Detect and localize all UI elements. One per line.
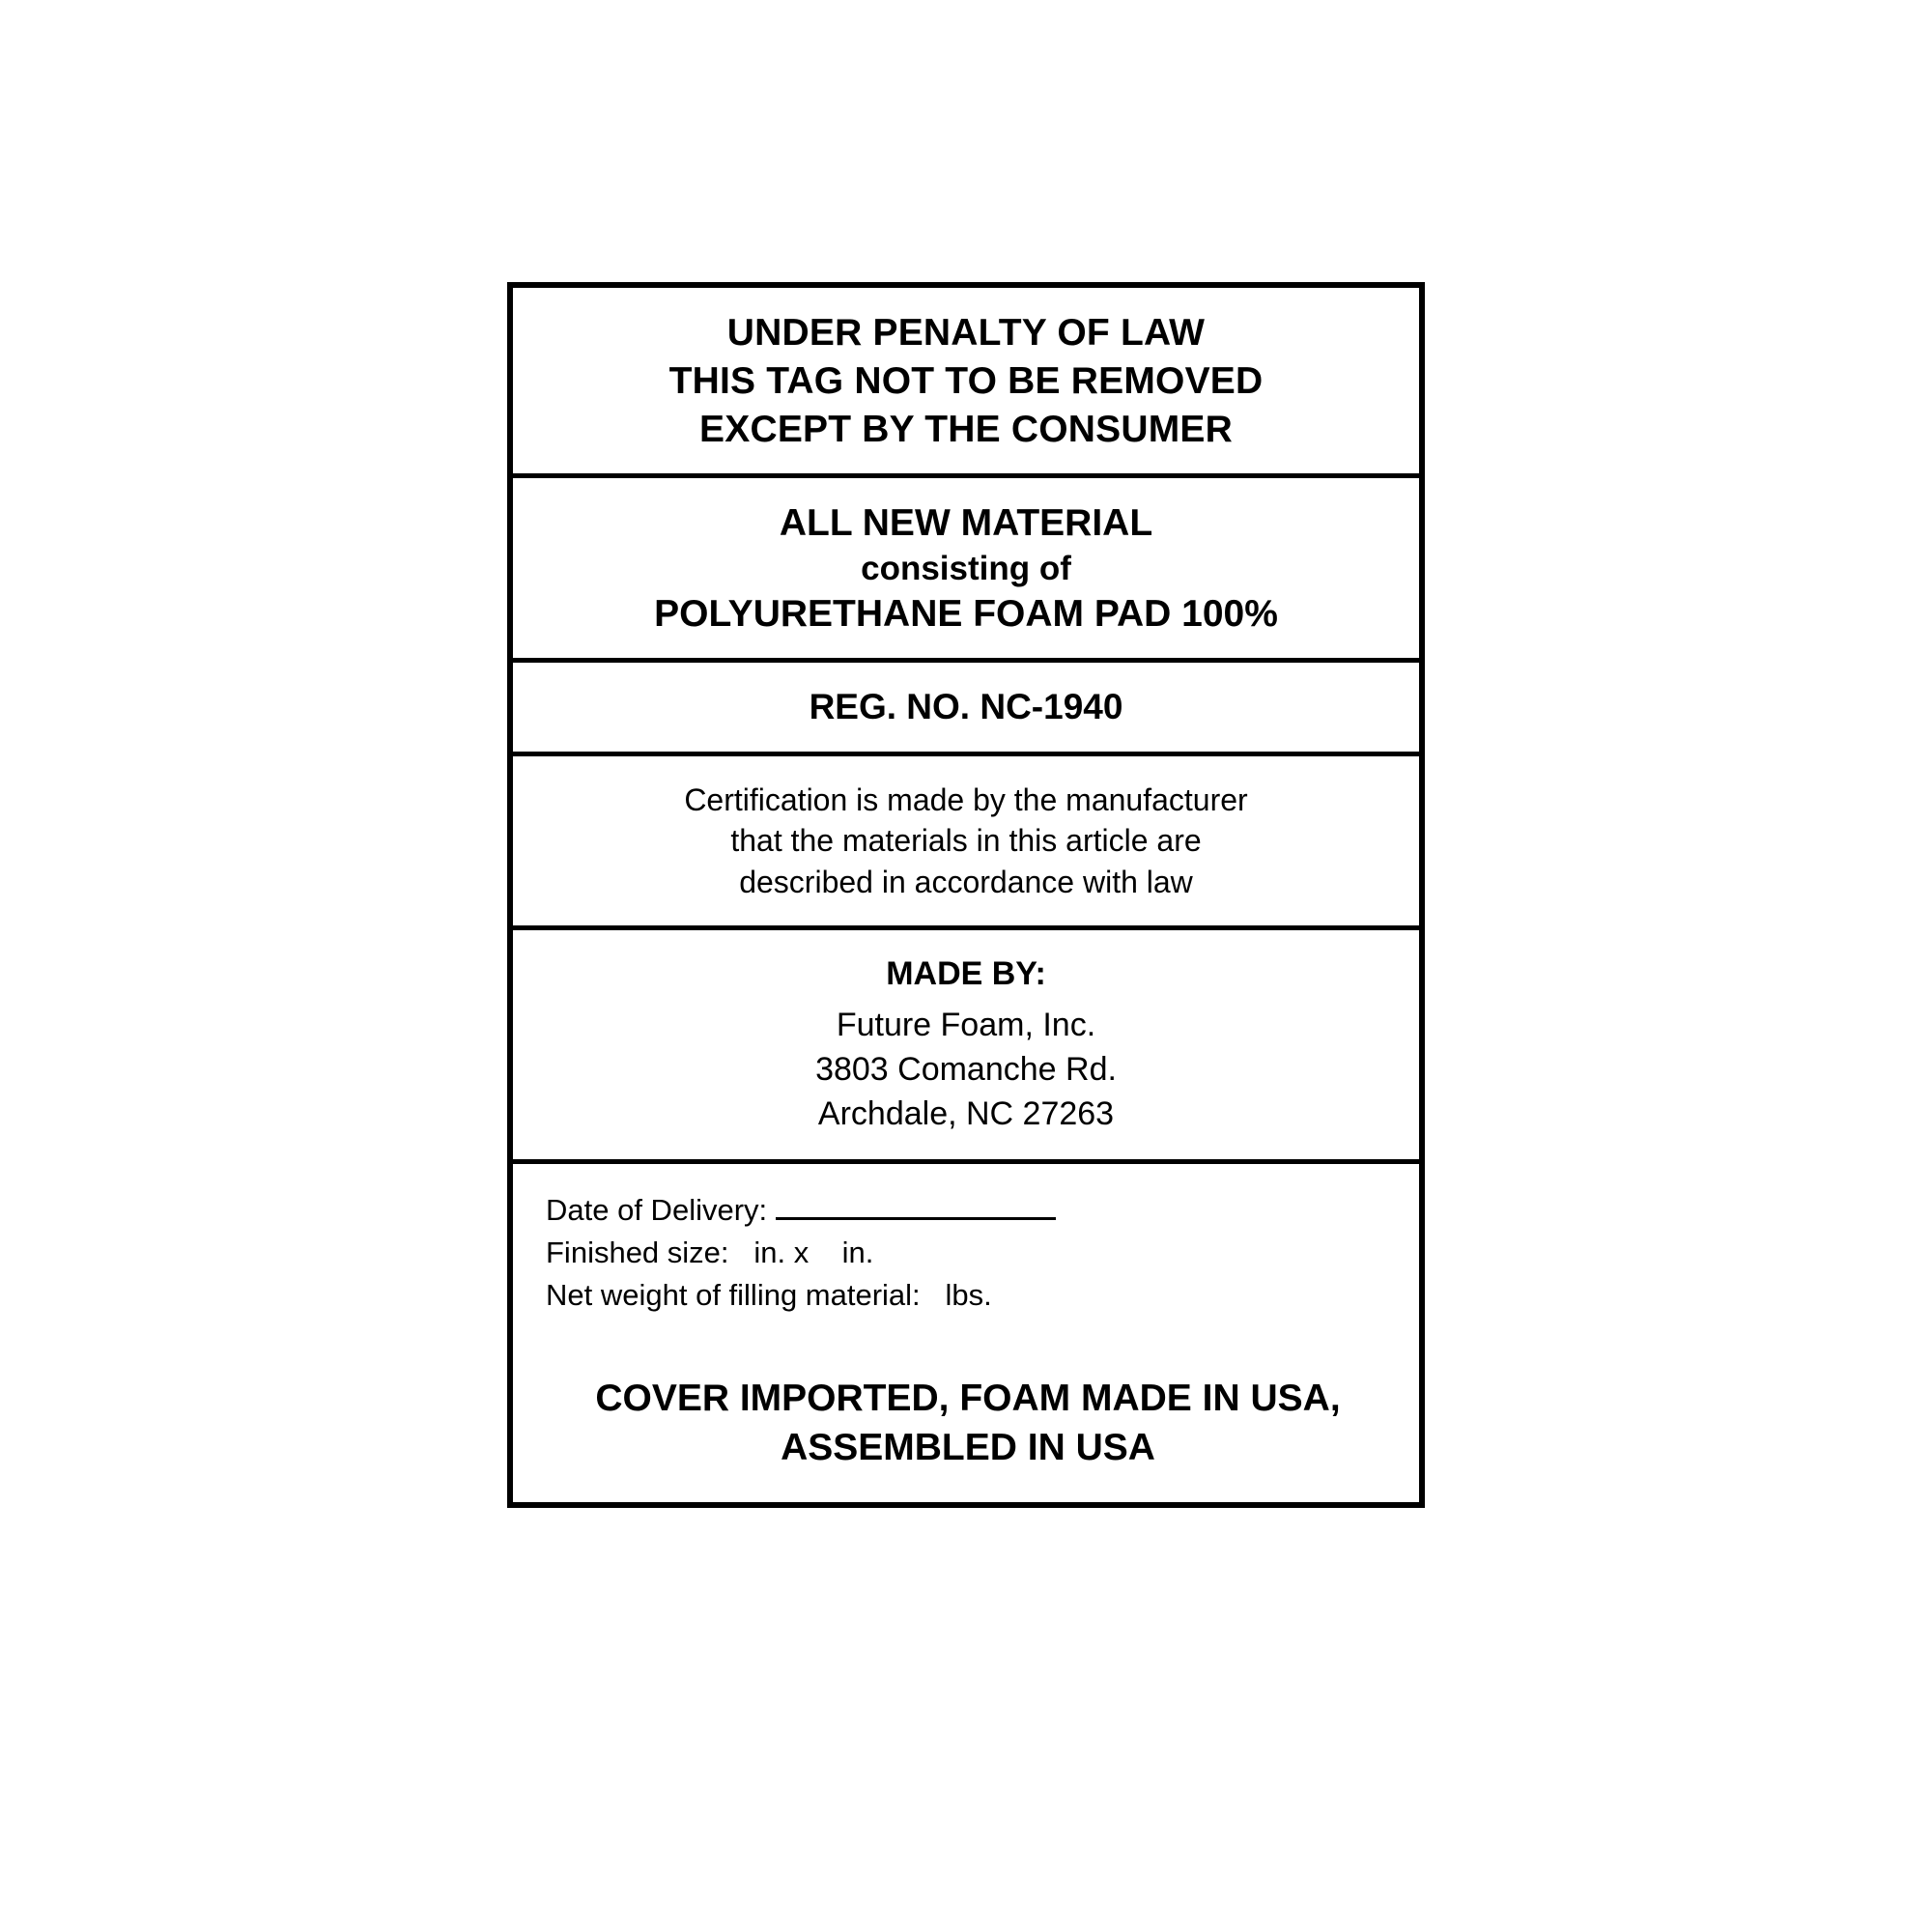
origin-line-1: COVER IMPORTED, FOAM MADE IN USA, xyxy=(595,1378,1341,1420)
penalty-notice-line-1: UNDER PENALTY OF LAW xyxy=(726,312,1206,354)
net-weight-row xyxy=(546,1274,1419,1317)
made-by-heading: MADE BY: xyxy=(886,955,1046,993)
penalty-notice-line-2: THIS TAG NOT TO BE REMOVED xyxy=(668,359,1264,402)
material-composition: POLYURETHANE FOAM PAD 100% xyxy=(654,593,1278,636)
origin-line-2: ASSEMBLED IN USA xyxy=(781,1427,1155,1468)
date-of-delivery-label: Date of Delivery: xyxy=(546,1193,768,1228)
date-of-delivery-row xyxy=(546,1189,1419,1232)
net-weight-input[interactable]: lbs. xyxy=(920,1278,992,1313)
law-label-tag xyxy=(507,282,1425,1508)
net-weight-label: Net weight of filling material: xyxy=(546,1278,921,1313)
registration-section xyxy=(513,663,1419,755)
origin-statement xyxy=(546,1375,1419,1472)
penalty-notice-line-3: EXCEPT BY THE CONSUMER xyxy=(699,408,1233,450)
material-consisting-of: consisting of xyxy=(861,549,1071,587)
finished-size-row xyxy=(546,1232,1419,1274)
manufacturer-name: Future Foam, Inc. xyxy=(836,1006,1096,1043)
manufacturer-street: 3803 Comanche Rd. xyxy=(815,1050,1117,1088)
certification-line-1: Certification is made by the manufacturer xyxy=(684,781,1248,817)
manufacturer-section xyxy=(513,930,1419,1164)
date-of-delivery-input[interactable] xyxy=(776,1190,1056,1220)
manufacturer-city-state-zip: Archdale, NC 27263 xyxy=(817,1095,1115,1133)
finished-size-input[interactable]: in. x in. xyxy=(728,1236,874,1270)
penalty-notice-section xyxy=(513,288,1419,478)
certification-line-3: described in accordance with law xyxy=(739,864,1193,899)
registration-number: REG. NO. NC-1940 xyxy=(809,687,1123,727)
finished-size-label: Finished size: xyxy=(546,1236,729,1270)
material-heading: ALL NEW MATERIAL xyxy=(779,501,1153,544)
material-section xyxy=(513,478,1419,664)
certification-section xyxy=(513,756,1419,931)
fill-in-fields-section xyxy=(513,1164,1419,1501)
certification-line-2: that the materials in this article are xyxy=(730,823,1202,859)
